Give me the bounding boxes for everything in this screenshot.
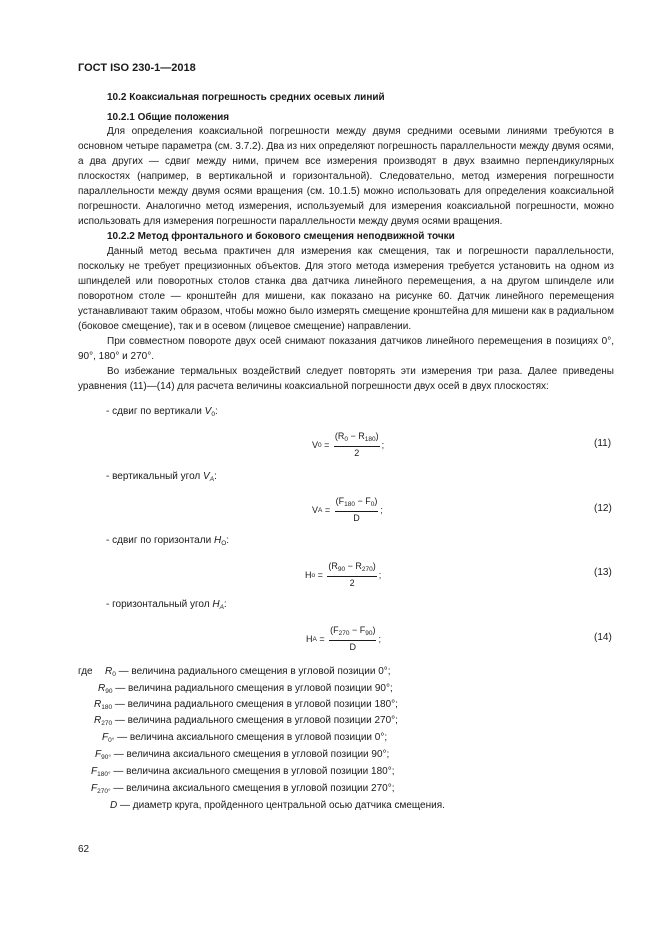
equation-number-13: (13) bbox=[594, 567, 612, 578]
definition-f180: $F_{180^\circ}$ — величина аксиального смещения в угловой позиции 180°; bbox=[91, 766, 395, 778]
page-number: 62 bbox=[78, 844, 90, 855]
list-item-vertical-angle: - вертикальный угол $V_A$: bbox=[106, 471, 217, 483]
definition-r270: $R_{270}$ — величина радиального смещения в угловой позиции 270°; bbox=[94, 715, 398, 727]
paragraph-3: При совместном повороте двух осей снимают показания датчиков линейного перемещения в позициях 0°, 90°, 180° и 270°. bbox=[78, 336, 614, 362]
definition-r180: $R_{180}$ — величина радиального смещения в угловой позиции 180°; bbox=[94, 699, 398, 711]
where-word: где bbox=[78, 666, 93, 677]
definition-f90: $F_{90^\circ}$ — величина аксиального смещения в угловой позиции 90°; bbox=[95, 749, 390, 761]
formula-12: V A = $\frac{(F_{180} - F_0)}{D}$ ; bbox=[312, 496, 383, 523]
formula-14: H A = $\frac{(F_{270} - F_{90})}{D}$ ; bbox=[306, 625, 381, 652]
equation-number-12: (12) bbox=[594, 503, 612, 514]
subsection-title-1: 10.2.1 Общие положения bbox=[107, 112, 230, 123]
definition-d: D — диаметр круга, пройденного центральной осью датчика смещения. bbox=[110, 800, 445, 811]
paragraph-1: Для определения коаксиальной погрешности между двумя средними осевыми линиями требуются в основном четыре параметра (см. 3.7.2). Два из них определяют погрешность параллельности между двумя осями, а два других — сдвиг между ними, причем все измерения производят в двух взаимно перпендикулярных плоскостях (например, в вертикальной и горизонтальной). Следовательно, метод измерения погрешности параллельности между двумя осями вращения (см. 10.1.5) можно использовать для определения коаксиальной погрешности. Аналогично метод измерения, используемый для измерения коаксиальной погрешности, можно использовать для измерения погрешности параллельности между двумя осями вращения. bbox=[78, 126, 614, 227]
definition-r0: $R_0$ — величина радиального смещения в угловой позиции 0°; bbox=[105, 666, 391, 678]
definition-f270: $F_{270^\circ}$ — величина аксиального смещения в угловой позиции 270°; bbox=[91, 783, 395, 795]
list-item-horizontal-shift: - сдвиг по горизонтали $H_O$: bbox=[106, 535, 230, 547]
document-header: ГОСТ ISO 230-1—2018 bbox=[78, 62, 196, 74]
definition-f0: $F_{0^\circ}$ — величина аксиального смещения в угловой позиции 0°; bbox=[102, 732, 388, 744]
formula-11: V 0 = $\frac{(R_0 - R_{180})}{2}$ ; bbox=[312, 431, 385, 458]
paragraph-4: Во избежание термальных воздействий следует повторять эти измерения три раза. Далее приведены уравнения (11)—(14) для расчета величины коаксиальной погрешности двух осей в двух плоскостях: bbox=[78, 366, 614, 392]
list-item-vertical-shift: - сдвиг по вертикали $V_0$: bbox=[106, 406, 218, 418]
subsection-title-2: 10.2.2 Метод фронтального и бокового смещения неподвижной точки bbox=[107, 231, 455, 242]
definition-r90: $R_{90}$ — величина радиального смещения в угловой позиции 90°; bbox=[98, 683, 393, 695]
paragraph-2: Данный метод весьма практичен для измерения как смещения, так и погрешности параллельности, поскольку не требует прецизионных объектов. Для этого метода измерения требуется установить на одном из шпинделей или поворотных столов станка два датчика линейного перемещения, а на другом шпинделе или поворотном столе — кронштейн для мишени, как показано на рисунке 60. Датчик линейного перемещения устанавливают таким образом, чтобы можно было измерять смещение кронштейна для мишени как в радиальном (боковое смещение), так и в осевом (лицевое смещение) направлении. bbox=[78, 246, 614, 332]
equation-number-11: (11) bbox=[594, 438, 612, 449]
equation-number-14: (14) bbox=[594, 632, 612, 643]
section-title: 10.2 Коаксиальная погрешность средних осевых линий bbox=[107, 92, 385, 103]
formula-13: H o = $\frac{(R_{90} - R_{270})}{2}$ ; bbox=[305, 561, 382, 588]
list-item-horizontal-angle: - горизонтальный угол $H_A$: bbox=[106, 599, 227, 611]
